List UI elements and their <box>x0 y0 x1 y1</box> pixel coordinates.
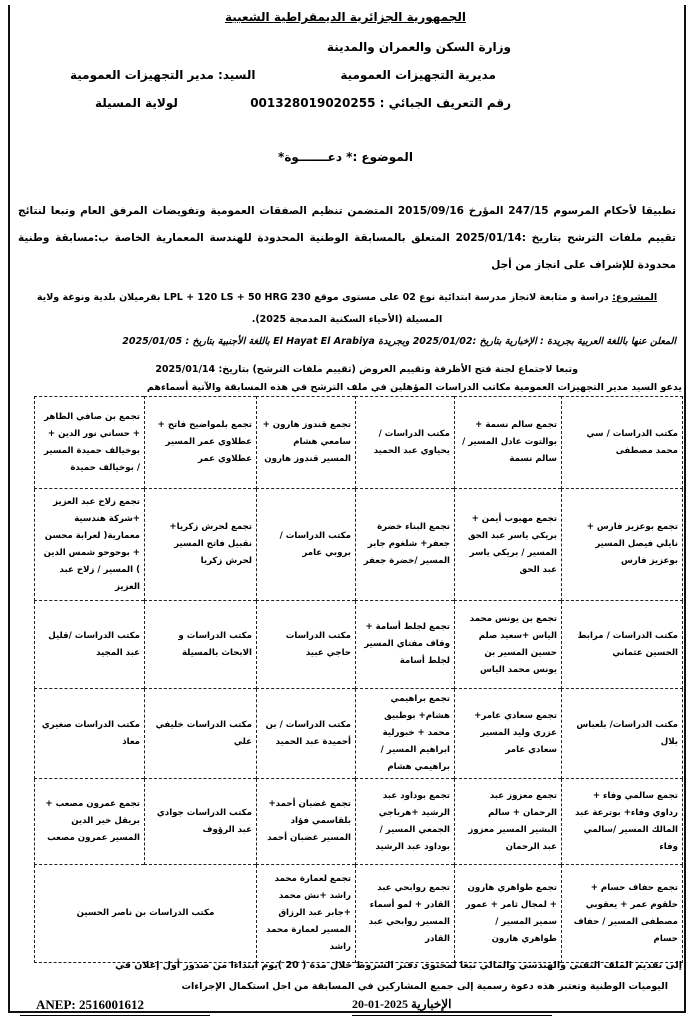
table-cell: تجمع عمرون مصعب + بريقل خير الدين المسير عمرون مصعب <box>35 779 145 865</box>
table-cell: تجمع بوعزيز فارس + نايلي فيصل المسير بوعزيز فارس <box>562 489 683 601</box>
table-row <box>35 865 683 963</box>
project-label: المشروع: <box>612 292 658 303</box>
project-description <box>18 287 676 331</box>
ministry-name: وزارة السكن والعمران والمدينة <box>326 40 511 54</box>
table-cell: تجمع بن صافي الطاهر + حساني نور الدين + بوخيالف حميدة المسير / بوخيالف حميدة <box>35 397 145 489</box>
table-cell: تجمع غضبان أحمد+ بلقاسمي فؤاد المسير غضبان أحمد <box>257 779 356 865</box>
table-cell: مكتب الدراسات/ بلعباس بلال <box>562 689 683 779</box>
addressee-line-2: لولاية المسيلة <box>95 96 178 110</box>
table-cell: مكتب الدراسات و الابحاث بالمسيلة <box>145 601 257 689</box>
table-cell: مكتب الدراسات / بن أحميدة عبد الحميد <box>257 689 356 779</box>
table-cell: تجمع بلمواضيح فاتح + عطلاوي عمر المسير عطلاوي عمر <box>145 397 257 489</box>
addressee-line-1: السيد: مدير التجهيزات العمومية <box>70 68 256 82</box>
table-cell: مكتب الدراسات / يحياوي عبد الحميد <box>356 397 455 489</box>
newspaper-underline <box>352 1015 552 1016</box>
table-cell: تجمع لعمارة محمد راشد +نش محمد +جابر عبد الرزاق المسير لعمارة محمد راشد <box>257 865 356 963</box>
table-cell: تجمع سالم نسمة + بوالتوت عادل المسير / سالم نسمة <box>455 397 562 489</box>
table-cell: تجمع طواهري هارون + لمجال ثامر + عمور سمير المسير / طواهري هارون <box>455 865 562 963</box>
table-cell: تجمع سعادي عامر+ عزري وليد المسير سعادي عامر <box>455 689 562 779</box>
table-row <box>35 397 683 489</box>
republic-title: الجمهورية الجزائرية الديمقراطية الشعبية <box>224 10 467 24</box>
table-cell: تجمع حفاف حسام + حلقوم عمر + يعقوبي مصطفى المسير / حفاف حسام <box>562 865 683 963</box>
table-cell: تجمع معزوز عبد الرحمان + سالم البشير المسير معزوز عبد الرحمان <box>455 779 562 865</box>
table-cell: تجمع مهيوب أيمن + بريكي ياسر عبد الحق المسير / بريكي ياسر عبد الحق <box>455 489 562 601</box>
table-cell: مكتب الدراسات / سي محمد مصطفى <box>562 397 683 489</box>
tax-id: رقم التعريف الجبائي : 001328019020255 <box>250 96 511 110</box>
anep-underline <box>20 1015 210 1016</box>
table-cell: تجمع بوداود عبد الرشيد +هرباجي الجمعي المسير / بوداود عبد الرشيد <box>356 779 455 865</box>
intro-paragraph: تطبيقا لأحكام المرسوم 247/15 المؤرخ 2015/09/16 المتضمن تنظيم الصفقات العمومية وتفويضات المرفق العام وتبعا لنتائج تقييم ملفات الترشح بتاريخ :2025/01/14 المتعلق بالمسابقة الوطنية المحدودة للهندسة المعمارية الخاصة ب:مسابقة وطنية محدودة للإشراف على انجاز من أجل <box>18 205 676 271</box>
table-cell: مكتب الدراسات حاجي عبيد <box>257 601 356 689</box>
meeting-line: وتبعا لاجتماع لجنة فتح الأظرفة وتقييم العروض (تقييم ملفات الترشح) بتاريخ: 2025/01/14 <box>155 364 578 375</box>
table-cell: مكتب الدراسات خليفي علي <box>145 689 257 779</box>
table-row <box>35 689 683 779</box>
table-cell: مكتب الدراسات / مرابط الحسين عثماني <box>562 601 683 689</box>
project-text: دراسة و متابعة لانجاز مدرسة ابتدائية نوع 02 على مستوى موقع 230 LPL + 120 LS + 50 HRG بقرميلان بلدية ونوغة ولاية المسيلة (الأحياء السكنية المدمجة 2025). <box>36 292 609 325</box>
table-cell: تجمع بن يونس محمد الياس +سعيد صلم حسين المسير بن يونس محمد الياس <box>455 601 562 689</box>
candidates-table <box>34 396 683 963</box>
footer-line-2: اليوميات الوطنية وتعتبر هذه دعوة رسمية إلى جميع المشاركين في المسابقة من اجل استكمال الإجراءات <box>181 981 668 992</box>
table-cell: تجمع سالمي وفاء + رداوي وفاء+ بوترعة عبد المالك المسير /سالمي وفاء <box>562 779 683 865</box>
invitation-line: يدعو السيد مدير التجهيزات العمومية مكاتب الدراسات المؤهلين في ملف الترشح في هذه المسابقة والآتية أسماءهم <box>146 382 682 393</box>
table-cell: تجمع قندوز هارون + سامعي هشام المسير قندوز هارون <box>257 397 356 489</box>
table-row <box>35 779 683 865</box>
anep-number: ANEP: 2516001612 <box>36 997 144 1012</box>
directorate-name: مديرية التجهيزات العمومية <box>340 68 496 82</box>
table-cell: تجمع زلاح عبد العزيز +شركة هندسية معمارية( لعرابة محسن + بوحوحو شمس الدين ) المسير / زلاح عبد العزيز <box>35 489 145 601</box>
footer-line-1: إلى تقديم الملف التقني والهندسي والمالي تبعا لمحتوى دفتر الشروط خلال مدة ( 20 )يوم ابتداءا من صدور أول إعلان في <box>115 960 682 971</box>
table-cell: تجمع لحرش زكريا+ نقبيل فاتح المسير لحرش زكريا <box>145 489 257 601</box>
newspaper-date: الإخبارية 2025-01-20 <box>352 997 452 1011</box>
table-row <box>35 601 683 689</box>
table-cell: مكتب الدراسات /قليل عبد المجيد <box>35 601 145 689</box>
table-cell: تجمع البناء خضرة جعفر+ شلغوم جابر المسير /خضرة جعفر <box>356 489 455 601</box>
table-cell: مكتب الدراسات جوادي عبد الرؤوف <box>145 779 257 865</box>
subject-line: الموضوع :* دعـــــــوة* <box>278 150 413 164</box>
table-cell: تجمع لجلط أسامة + وقاف مفتاي المسير لجلط أسامة <box>356 601 455 689</box>
table-cell: مكتب الدراسات بن ناصر الحسين <box>35 865 257 963</box>
table-cell: مكتب الدراسات صغيري معاذ <box>35 689 145 779</box>
announcement-line: المعلن عنها باللغة العربية بجريدة : الإخبارية بتاريخ :2025/01/02 وبجريدة El Hayat El Arabiya باللغة الأجنبية بتاريخ : 2025/01/05 <box>122 336 676 347</box>
table-row <box>35 489 683 601</box>
table-cell: مكتب الدراسات /بروبي عامر <box>257 489 356 601</box>
table-cell: تجمع براهيمي هشام+ بوطبيق محمد + خبورلية ابراهيم المسير / براهيمي هشام <box>356 689 455 779</box>
table-cell: تجمع روابحي عبد القادر + لمو أسماء المسير روابحي عبد القادر <box>356 865 455 963</box>
